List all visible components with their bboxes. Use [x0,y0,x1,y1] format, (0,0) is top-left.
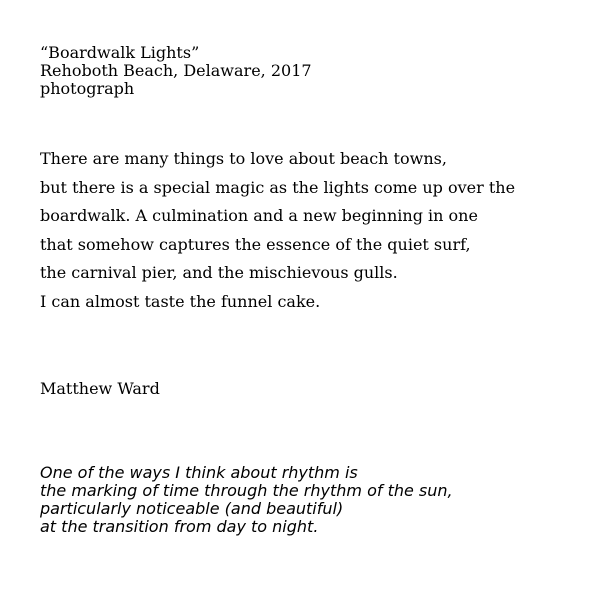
rhythm-note [40,464,453,536]
artist-statement [40,145,580,317]
note-line: particularly noticeable (and beautiful) [40,499,344,518]
artwork-title: “Boardwalk Lights” [40,43,200,62]
note-line: at the transition from day to night. [40,517,319,536]
statement-line: but there is a special magic as the lights come up over the [40,177,516,197]
author-name: Matthew Ward [40,379,160,398]
note-line: One of the ways I think about rhythm is [40,463,358,482]
artwork-location-year: Rehoboth Beach, Delaware, 2017 [40,61,312,80]
note-line: the marking of time through the rhythm of the sun, [40,481,453,500]
statement-line: There are many things to love about beach towns, [40,149,447,168]
statement-line: I can almost taste the funnel cake. [40,291,321,311]
statement-line: the carnival pier, and the mischievous gulls. [40,263,398,283]
artwork-header [40,44,312,98]
statement-line: boardwalk. A culmination and a new beginning in one [40,206,478,226]
statement-line: that somehow captures the essence of the quiet surf, [40,234,471,254]
artwork-medium: photograph [40,79,135,98]
